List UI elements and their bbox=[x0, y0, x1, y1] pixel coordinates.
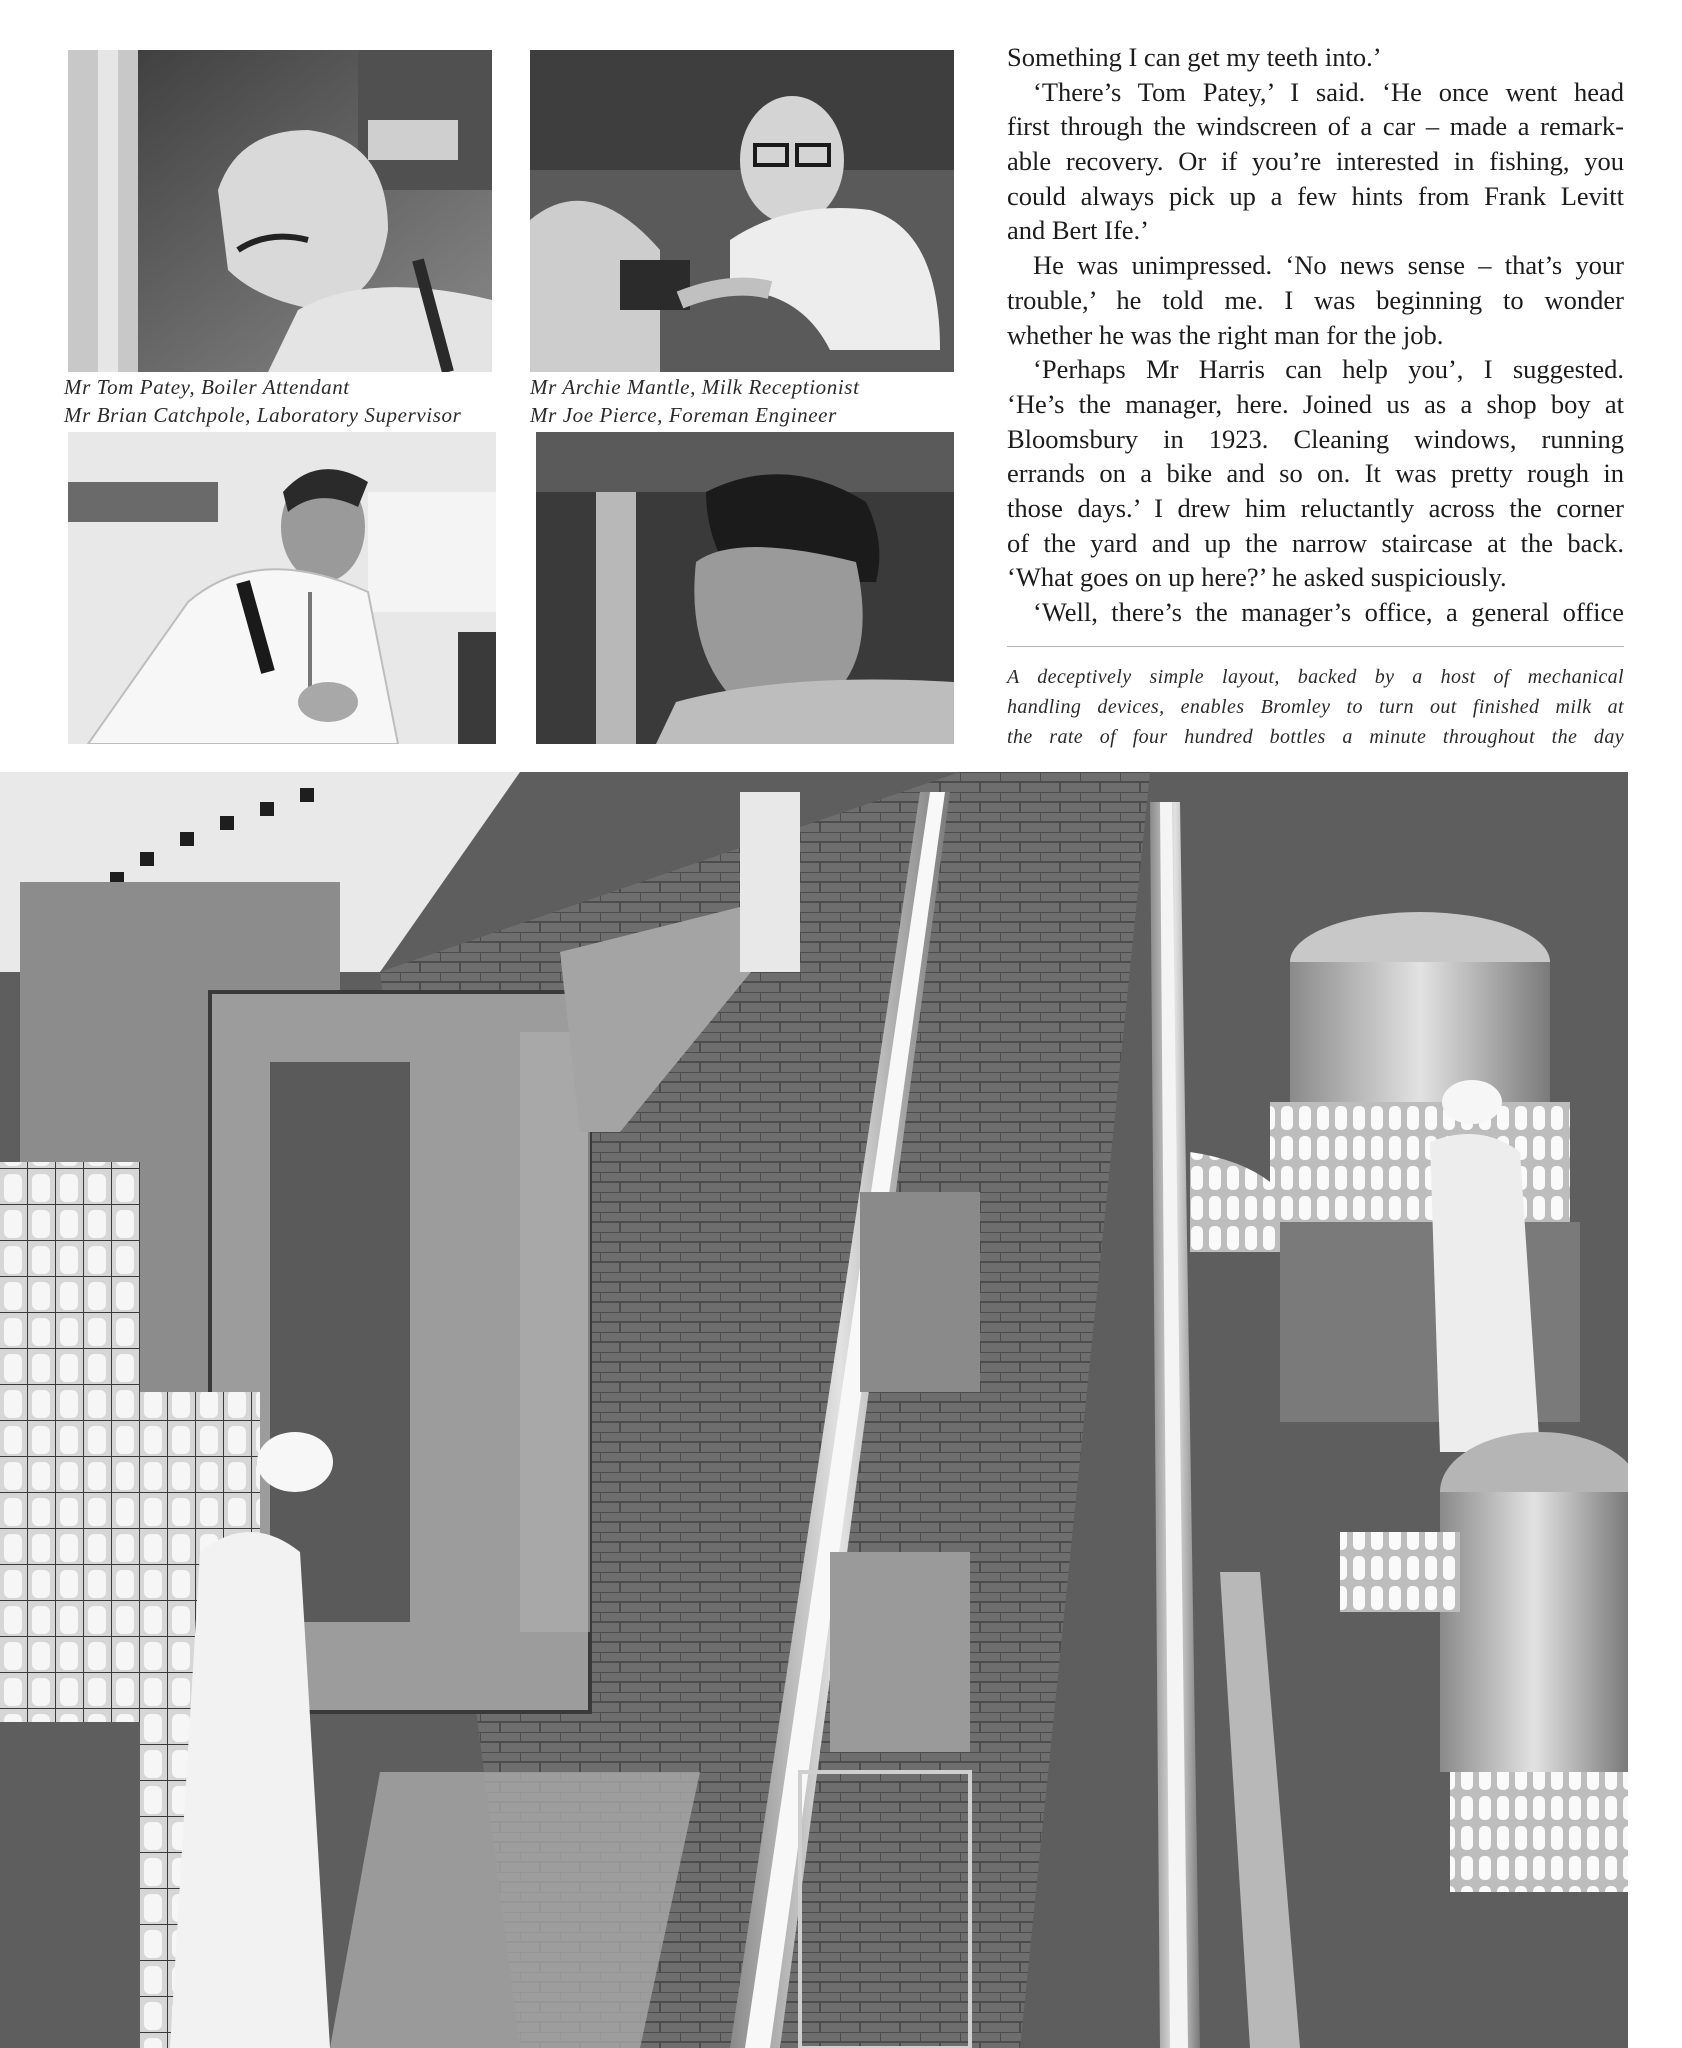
article-line: whether he was the right man for the job. bbox=[1007, 319, 1444, 350]
photo-bottling-hall bbox=[0, 772, 1628, 2048]
article-line: Bloomsbury in 1923. Cleaning windows, running bbox=[1007, 423, 1624, 454]
article-line: errands on a bike and so on. It was pretty rough in bbox=[1007, 458, 1624, 489]
article-line: of the yard and up the narrow staircase at the back. bbox=[1007, 527, 1624, 558]
article-line: and Bert Ife.’ bbox=[1007, 215, 1149, 246]
article-line: ‘Well, there’s the manager’s office, a general office bbox=[1033, 597, 1624, 627]
article-line: first through the windscreen of a car – made a remark- bbox=[1007, 111, 1624, 142]
article-text bbox=[1007, 40, 1624, 630]
portrait-caption-left bbox=[64, 373, 461, 429]
caption-divider bbox=[1007, 646, 1624, 647]
article-line: He was unimpressed. ‘No news sense – that’s your bbox=[1033, 250, 1624, 281]
article-line: could always pick up a few hints from Frank Levitt bbox=[1007, 180, 1624, 211]
article-line: ‘Perhaps Mr Harris can help you’, I suggested. bbox=[1033, 354, 1624, 385]
caption-brian-catchpole: Mr Brian Catchpole, Laboratory Supervisor bbox=[64, 403, 462, 427]
photo-archie-mantle bbox=[530, 50, 954, 372]
feature-caption-line: A deceptively simple layout, backed by a host of mechanical bbox=[1007, 666, 1624, 688]
article-line: ‘There’s Tom Patey,’ I said. ‘He once went head bbox=[1033, 76, 1624, 107]
feature-caption-line: the rate of four hundred bottles a minute throughout the day bbox=[1007, 726, 1624, 748]
photo-tom-patey bbox=[68, 50, 492, 372]
article-line: able recovery. Or if you’re interested in fishing, you bbox=[1007, 146, 1624, 177]
article-line: trouble,’ he told me. I was beginning to wonder bbox=[1007, 284, 1624, 315]
caption-joe-pierce: Mr Joe Pierce, Foreman Engineer bbox=[530, 403, 837, 427]
feature-photo-caption bbox=[1007, 662, 1624, 752]
photo-brian-catchpole bbox=[68, 432, 496, 744]
feature-caption-line: handling devices, enables Bromley to turn out finished milk at bbox=[1007, 696, 1624, 718]
caption-tom-patey: Mr Tom Patey, Boiler Attendant bbox=[64, 375, 350, 399]
article-line: Something I can get my teeth into.’ bbox=[1007, 42, 1382, 72]
article-line: ‘He’s the manager, here. Joined us as a shop boy at bbox=[1007, 388, 1624, 419]
article-line: those days.’ I drew him reluctantly across the corner bbox=[1007, 492, 1624, 523]
photo-joe-pierce bbox=[536, 432, 954, 744]
portrait-caption-right bbox=[530, 373, 860, 429]
article-line: ‘What goes on up here?’ he asked suspiciously. bbox=[1007, 562, 1507, 593]
caption-archie-mantle: Mr Archie Mantle, Milk Receptionist bbox=[530, 375, 860, 399]
